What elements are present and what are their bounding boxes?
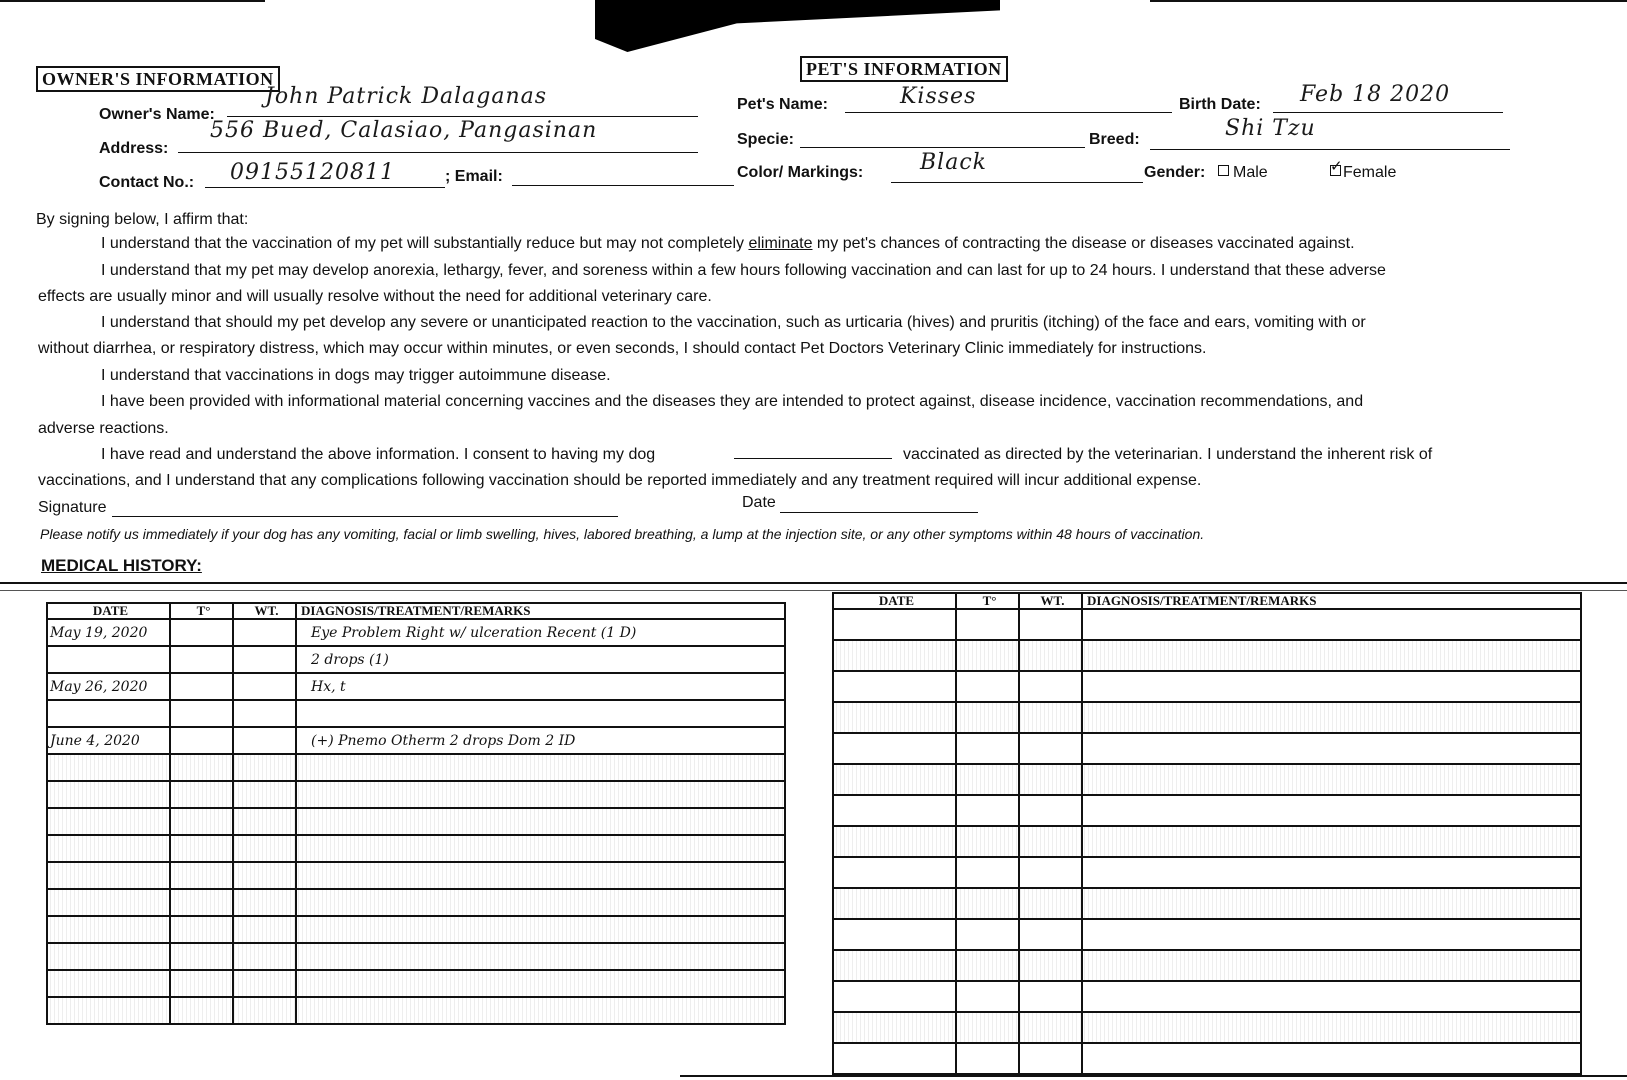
consent-intro: By signing below, I affirm that: [36, 211, 249, 228]
weight-cell[interactable] [1019, 764, 1082, 795]
temperature-cell[interactable] [956, 888, 1019, 919]
weight-cell[interactable] [233, 997, 296, 1024]
table-row [833, 826, 1581, 857]
medical-history-table-right [832, 592, 1582, 1075]
gender-female-label: Female [1343, 164, 1397, 181]
diagnosis-cell[interactable] [296, 970, 785, 997]
dog-name-blank-line[interactable] [734, 458, 892, 459]
diagnosis-cell[interactable] [1082, 671, 1581, 702]
pet-section-heading: PET'S INFORMATION [800, 56, 1008, 82]
weight-cell[interactable] [233, 700, 296, 727]
table-row [47, 970, 785, 997]
weight-cell[interactable] [1019, 981, 1082, 1012]
temperature-cell[interactable] [956, 826, 1019, 857]
date-cell[interactable] [47, 754, 170, 781]
date-cell[interactable] [47, 808, 170, 835]
diagnosis-cell[interactable] [296, 889, 785, 916]
table-row [833, 795, 1581, 826]
date-cell[interactable] [47, 997, 170, 1024]
temperature-cell[interactable] [170, 619, 233, 646]
temperature-cell[interactable] [956, 671, 1019, 702]
signature-label: Signature [38, 499, 107, 516]
temperature-cell[interactable] [956, 1012, 1019, 1043]
pet-name-value[interactable]: Kisses [900, 84, 977, 109]
diagnosis-cell[interactable] [296, 916, 785, 943]
temperature-cell[interactable] [956, 1043, 1019, 1074]
column-header-date: DATE [833, 593, 956, 609]
color-markings-label: Color/ Markings: [737, 164, 864, 181]
owner-section-heading: OWNER'S INFORMATION [36, 66, 280, 92]
table-row [833, 888, 1581, 919]
date-label: Date [742, 494, 776, 511]
date-cell[interactable] [833, 671, 956, 702]
date-cell[interactable] [47, 916, 170, 943]
weight-cell[interactable] [233, 862, 296, 889]
temperature-cell[interactable] [170, 835, 233, 862]
date-cell[interactable] [47, 970, 170, 997]
check-mark-icon: ✓ [1330, 158, 1343, 175]
table-row [47, 808, 785, 835]
temperature-cell[interactable] [170, 970, 233, 997]
address-value[interactable]: 556 Bued, Calasiao, Pangasinan [210, 118, 598, 143]
temperature-cell[interactable] [170, 889, 233, 916]
table-row [833, 671, 1581, 702]
address-label: Address: [99, 140, 169, 157]
owner-name-label: Owner's Name: [99, 106, 215, 123]
table-row [833, 919, 1581, 950]
weight-cell[interactable] [233, 808, 296, 835]
temperature-cell[interactable] [956, 733, 1019, 764]
consent-paragraph-5-line-1: I have been provided with informational material concerning vaccines and the diseases they are intended to protect against, disease incidence, vaccination recommendations, and [101, 393, 1364, 410]
diagnosis-cell[interactable] [1082, 1012, 1581, 1043]
weight-cell[interactable] [233, 646, 296, 673]
gender-male-checkbox[interactable] [1218, 165, 1229, 176]
table-row [833, 981, 1581, 1012]
table-header-row [47, 603, 785, 619]
consent-p1-post: my pet's chances of contracting the disease or diseases vaccinated against. [812, 235, 1355, 252]
temperature-cell[interactable] [170, 727, 233, 754]
date-cell[interactable] [47, 943, 170, 970]
weight-cell[interactable] [1019, 1012, 1082, 1043]
temperature-cell[interactable] [956, 640, 1019, 671]
date-cell[interactable] [47, 646, 170, 673]
specie-line [800, 147, 1085, 148]
weight-cell[interactable] [1019, 826, 1082, 857]
temperature-cell[interactable] [170, 808, 233, 835]
diagnosis-cell[interactable] [1082, 640, 1581, 671]
contact-label: Contact No.: [99, 174, 195, 191]
date-cell[interactable] [833, 981, 956, 1012]
table-row [47, 646, 785, 673]
consent-paragraph-2-line-2: effects are usually minor and will usually resolve without the need for additional veterinary care. [38, 288, 712, 305]
date-cell[interactable] [833, 609, 956, 640]
temperature-cell[interactable] [170, 646, 233, 673]
table-row [47, 889, 785, 916]
color-markings-line [891, 182, 1143, 183]
temperature-cell[interactable] [170, 916, 233, 943]
weight-cell[interactable] [1019, 950, 1082, 981]
color-markings-value[interactable]: Black [920, 150, 987, 175]
column-header-weight: WT. [1019, 593, 1082, 609]
weight-cell[interactable] [1019, 671, 1082, 702]
date-cell[interactable] [833, 888, 956, 919]
temperature-cell[interactable] [956, 919, 1019, 950]
table-row [833, 609, 1581, 640]
temperature-cell[interactable] [170, 943, 233, 970]
diagnosis-cell[interactable] [1082, 950, 1581, 981]
consent-paragraph-6-line-1a: I have read and understand the above information. I consent to having my dog [101, 446, 656, 463]
consent-p1-pre: I understand that the vaccination of my pet will substantially reduce but may not completely [101, 235, 749, 252]
diagnosis-cell[interactable] [1082, 764, 1581, 795]
date-cell[interactable] [833, 950, 956, 981]
weight-cell[interactable] [1019, 857, 1082, 888]
weight-cell[interactable] [233, 781, 296, 808]
diagnosis-cell[interactable] [1082, 733, 1581, 764]
scan-line-bottom [680, 1075, 1627, 1077]
diagnosis-cell[interactable] [296, 808, 785, 835]
scan-fold-line-2 [0, 590, 1627, 591]
table-row [47, 862, 785, 889]
date-cell[interactable] [833, 733, 956, 764]
table-row [47, 619, 785, 646]
table-row [47, 700, 785, 727]
weight-cell[interactable] [233, 916, 296, 943]
contact-value[interactable]: 09155120811 [230, 160, 395, 185]
table-row [47, 916, 785, 943]
gender-male-option[interactable] [1218, 164, 1268, 182]
date-cell[interactable] [833, 857, 956, 888]
column-header-diagnosis: DIAGNOSIS/TREATMENT/REMARKS [296, 603, 785, 619]
consent-paragraph-5-line-2: adverse reactions. [38, 420, 169, 437]
table-row [833, 857, 1581, 888]
weight-cell[interactable] [1019, 640, 1082, 671]
column-header-diagnosis: DIAGNOSIS/TREATMENT/REMARKS [1082, 593, 1581, 609]
breed-label: Breed: [1089, 131, 1140, 148]
date-cell[interactable] [833, 764, 956, 795]
diagnosis-cell[interactable]: 2 drops (1) [296, 646, 785, 673]
weight-cell[interactable] [1019, 888, 1082, 919]
owner-name-value[interactable]: John Patrick Dalaganas [265, 84, 548, 109]
table-header-row [833, 593, 1581, 609]
gender-female-option[interactable] [1330, 158, 1397, 182]
medical-history-table-left [46, 602, 786, 1025]
diagnosis-cell[interactable] [296, 781, 785, 808]
temperature-cell[interactable] [170, 754, 233, 781]
weight-cell[interactable] [233, 727, 296, 754]
specie-label: Specie: [737, 131, 794, 148]
table-row [833, 640, 1581, 671]
email-line [512, 185, 734, 186]
diagnosis-cell[interactable] [296, 862, 785, 889]
diagnosis-cell[interactable] [1082, 981, 1581, 1012]
table-row [47, 943, 785, 970]
weight-cell[interactable] [1019, 1043, 1082, 1074]
scan-fold-line [0, 582, 1627, 584]
column-header-temperature: T° [956, 593, 1019, 609]
consent-paragraph-1 [101, 230, 1355, 257]
temperature-cell[interactable] [956, 857, 1019, 888]
diagnosis-cell[interactable] [296, 754, 785, 781]
diagnosis-cell[interactable] [1082, 1043, 1581, 1074]
diagnosis-cell[interactable] [296, 700, 785, 727]
table-row [833, 1012, 1581, 1043]
weight-cell[interactable] [233, 970, 296, 997]
notice-text: Please notify us immediately if your dog has any vomiting, facial or limb swelling, hives, labored breathing, a lump at the injection site, or any other symptoms within 48 hours of vaccination. [40, 526, 1205, 542]
address-line [178, 152, 698, 153]
table-row [47, 781, 785, 808]
temperature-cell[interactable] [956, 609, 1019, 640]
date-cell[interactable] [833, 919, 956, 950]
date-cell[interactable]: May 19, 2020 [47, 619, 170, 646]
temperature-cell[interactable] [956, 795, 1019, 826]
diagnosis-cell[interactable]: Eye Problem Right w/ ulceration Recent (1 D) [296, 619, 785, 646]
gender-label: Gender: [1144, 164, 1206, 181]
breed-value[interactable]: Shi Tzu [1225, 116, 1316, 141]
pet-name-label: Pet's Name: [737, 96, 828, 113]
date-cell[interactable] [833, 1012, 956, 1043]
temperature-cell[interactable] [956, 702, 1019, 733]
diagnosis-cell[interactable] [1082, 609, 1581, 640]
weight-cell[interactable] [233, 673, 296, 700]
date-cell[interactable] [833, 702, 956, 733]
consent-p1-underlined: eliminate [748, 235, 813, 252]
scan-artifact-top [595, 0, 1000, 52]
birth-date-line [1273, 112, 1503, 113]
date-cell[interactable]: June 4, 2020 [47, 727, 170, 754]
diagnosis-cell[interactable]: Hx, t [296, 673, 785, 700]
weight-cell[interactable] [1019, 795, 1082, 826]
temperature-cell[interactable] [170, 997, 233, 1024]
consent-paragraph-3-line-1: I understand that should my pet develop any severe or unanticipated reaction to the vaccination, such as urticaria (hives) and pruritis (itching) of the face and ears, vomiting with or [101, 314, 1366, 331]
date-cell[interactable] [833, 795, 956, 826]
scan-line-top-right [1150, 0, 1627, 2]
date-cell[interactable] [833, 826, 956, 857]
date-cell[interactable] [47, 835, 170, 862]
diagnosis-cell[interactable] [1082, 702, 1581, 733]
owner-name-line [227, 116, 698, 117]
diagnosis-cell[interactable] [1082, 826, 1581, 857]
column-header-temperature: T° [170, 603, 233, 619]
column-header-weight: WT. [233, 603, 296, 619]
temperature-cell[interactable] [956, 950, 1019, 981]
diagnosis-cell[interactable] [1082, 795, 1581, 826]
scan-line-top [0, 0, 265, 2]
diagnosis-cell[interactable] [296, 997, 785, 1024]
consent-paragraph-2-line-1: I understand that my pet may develop anorexia, lethargy, fever, and soreness within a few hours following vaccination and can last for up to 24 hours. I understand that these adverse [101, 262, 1386, 279]
weight-cell[interactable] [233, 943, 296, 970]
diagnosis-cell[interactable] [1082, 919, 1581, 950]
consent-paragraph-6-line-1b: vaccinated as directed by the veterinarian. I understand the inherent risk of [903, 446, 1433, 463]
date-cell[interactable] [47, 862, 170, 889]
diagnosis-cell[interactable] [1082, 888, 1581, 919]
medical-history-heading: MEDICAL HISTORY: [41, 556, 202, 575]
email-label: ; Email: [445, 168, 503, 185]
consent-paragraph-4: I understand that vaccinations in dogs may trigger autoimmune disease. [101, 367, 611, 384]
table-row [833, 1043, 1581, 1074]
weight-cell[interactable] [233, 835, 296, 862]
table-row [47, 673, 785, 700]
temperature-cell[interactable] [170, 862, 233, 889]
diagnosis-cell[interactable] [296, 835, 785, 862]
weight-cell[interactable] [233, 889, 296, 916]
date-cell[interactable] [833, 640, 956, 671]
weight-cell[interactable] [1019, 609, 1082, 640]
temperature-cell[interactable] [170, 700, 233, 727]
breed-line [1150, 149, 1510, 150]
weight-cell[interactable] [233, 754, 296, 781]
weight-cell[interactable] [1019, 919, 1082, 950]
date-cell[interactable] [47, 700, 170, 727]
table-row [47, 997, 785, 1024]
table-row [833, 733, 1581, 764]
table-row [833, 950, 1581, 981]
gender-female-checkbox[interactable] [1330, 158, 1343, 176]
weight-cell[interactable] [1019, 702, 1082, 733]
table-row [47, 835, 785, 862]
birth-date-label: Birth Date: [1179, 96, 1261, 113]
signature-line[interactable] [112, 516, 618, 517]
date-cell[interactable] [47, 889, 170, 916]
diagnosis-cell[interactable] [1082, 857, 1581, 888]
table-row [47, 727, 785, 754]
consent-paragraph-3-line-2: without diarrhea, or respiratory distress, which may occur within minutes, or even seconds, I should contact Pet Doctors Veterinary Clinic immediately for instructions. [38, 340, 1207, 357]
temperature-cell[interactable] [170, 673, 233, 700]
column-header-date: DATE [47, 603, 170, 619]
table-row [47, 754, 785, 781]
date-cell[interactable] [47, 781, 170, 808]
date-line[interactable] [780, 512, 978, 513]
birth-date-value[interactable]: Feb 18 2020 [1300, 82, 1451, 107]
pet-name-line [845, 112, 1172, 113]
contact-line [205, 187, 445, 188]
table-row [833, 702, 1581, 733]
temperature-cell[interactable] [956, 764, 1019, 795]
diagnosis-cell[interactable] [296, 943, 785, 970]
weight-cell[interactable] [1019, 733, 1082, 764]
gender-male-label: Male [1233, 164, 1268, 181]
weight-cell[interactable] [233, 619, 296, 646]
table-row [833, 764, 1581, 795]
diagnosis-cell[interactable]: (+) Pnemo Otherm 2 drops Dom 2 ID [296, 727, 785, 754]
consent-paragraph-6-line-2: vaccinations, and I understand that any complications following vaccination should be reported immediately and any treatment required will incur additional expense. [38, 472, 1202, 489]
date-cell[interactable] [833, 1043, 956, 1074]
temperature-cell[interactable] [956, 981, 1019, 1012]
date-cell[interactable]: May 26, 2020 [47, 673, 170, 700]
temperature-cell[interactable] [170, 781, 233, 808]
